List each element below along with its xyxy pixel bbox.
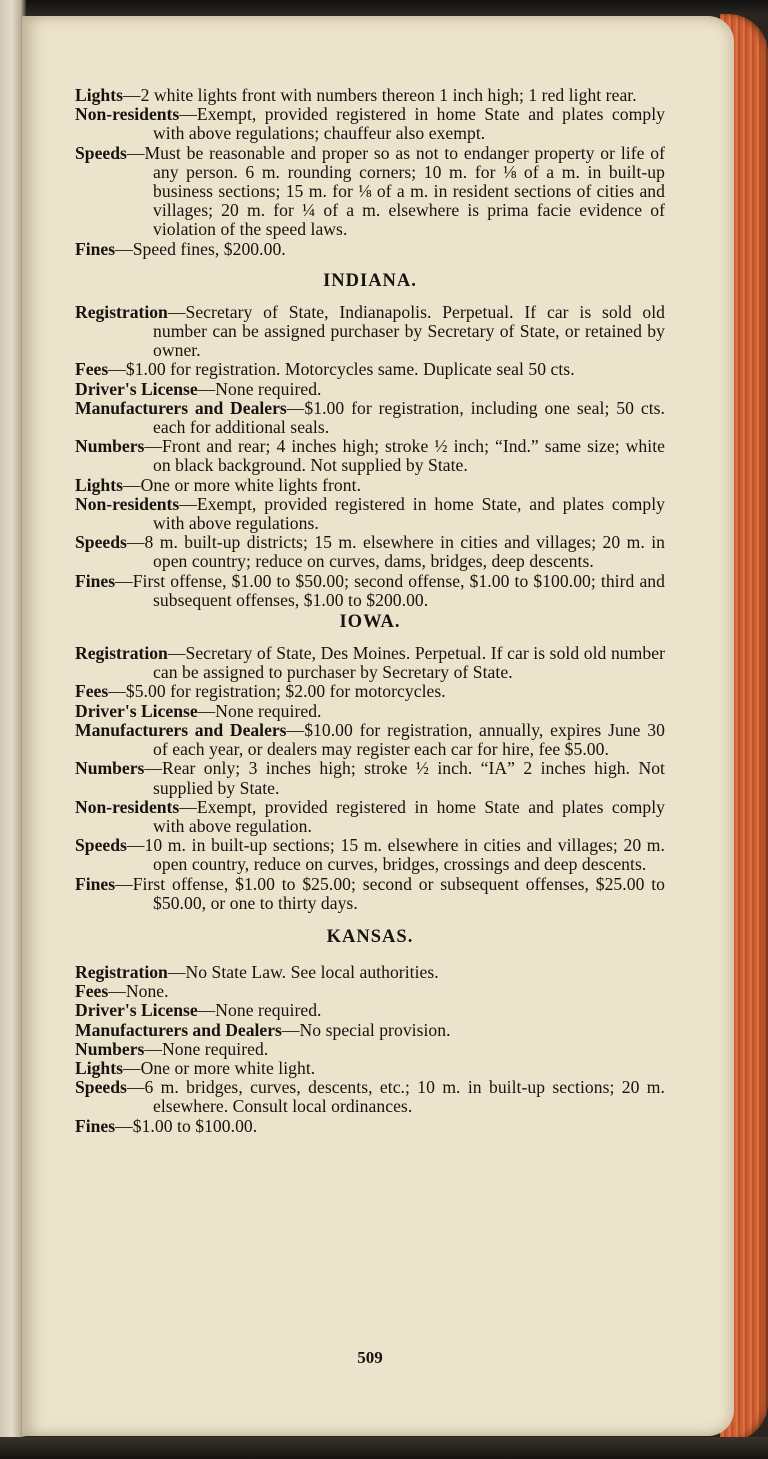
entry-lights <box>75 476 665 495</box>
entry-label: Numbers <box>75 1038 145 1059</box>
entry-label: Fees <box>75 981 109 1002</box>
entry-label: Numbers <box>75 436 145 457</box>
entry-text: —6 m. bridges, curves, descents, etc.; 10 m. in built-up sections; 20 m. elsewhere. Consult local ordinances. <box>126 1077 665 1117</box>
entry-fines <box>75 1117 665 1136</box>
entry-label: Fees <box>75 681 109 702</box>
section-iowa <box>75 612 665 913</box>
entry-label: Driver's License <box>75 378 198 399</box>
entry-text: —$10.00 for registration, annually, expires June 30 of each year, or dealers may register each car for hire, fee $5.00. <box>153 719 665 760</box>
state-heading: IOWA. <box>339 612 401 633</box>
entry-fees <box>75 682 665 701</box>
entry-non-residents <box>75 798 665 836</box>
entry-text: —Exempt, provided registered in home State, and plates comply with above regulations. <box>153 493 665 534</box>
entry-label: Fines <box>75 1115 116 1136</box>
entry-text: —Secretary of State, Indianapolis. Perpetual. If car is sold old number can be assigned purchaser by Secretary of State, or retained by owner. <box>153 301 665 361</box>
entry-label: Non-residents <box>75 493 180 514</box>
entry-numbers <box>75 1040 665 1059</box>
section-continued <box>75 86 665 259</box>
entry-text: —None. <box>108 981 169 1002</box>
entry-text: —8 m. built-up districts; 15 m. elsewhere in cities and villages; 20 m. in open country; reduce on curves, dams, bridges, deep descents. <box>126 532 665 572</box>
entry-label: Lights <box>75 474 123 495</box>
entry-text: —Speed fines, $200.00. <box>115 238 286 259</box>
entry-text: —Exempt, provided registered in home State and plates comply with above regulation. <box>153 796 665 836</box>
entry-manufacturers-dealers <box>75 1021 665 1040</box>
entry-label: Fines <box>75 570 116 591</box>
entry-label: Speeds <box>75 1077 127 1098</box>
entry-text: —Front and rear; 4 inches high; stroke ½ inch; “Ind.” same size; white on black background. Not supplied by State. <box>144 436 665 476</box>
entry-text: —Rear only; 3 inches high; stroke ½ inch. “IA” 2 inches high. Not supplied by State. <box>144 758 665 798</box>
entry-registration <box>75 963 665 982</box>
entry-speeds <box>75 1078 665 1116</box>
entry-text: —No State Law. See local authorities. <box>167 961 439 982</box>
entry-label: Registration <box>75 643 168 664</box>
entry-text: —First offense, $1.00 to $25.00; second or subsequent offenses, $25.00 to $50.00, or one to thirty days. <box>115 873 665 913</box>
entry-label: Speeds <box>75 142 127 163</box>
entry-fines <box>75 240 665 259</box>
entry-text: —10 m. in built-up sections; 15 m. elsewhere in cities and villages; 20 m. open country, reduce on curves, bridges, crossings and deep descents. <box>126 835 665 875</box>
entry-text: —None required. <box>197 1000 322 1021</box>
entry-text: —$1.00 for registration, including one seal; 50 cts. each for additional seals. <box>153 397 665 438</box>
entry-label: Numbers <box>75 758 145 779</box>
entry-registration <box>75 303 665 361</box>
entry-label: Fines <box>75 238 116 259</box>
entry-text: —Must be reasonable and proper so as not to endanger property or life of any person. 6 m. rounding corners; 10 m. for ⅛ of a m. in built-up business sections; 15 m. for ⅛ of a m. in resident sections of cities and villages; 20 m. for ¼ of a m. elsewhere is prima facie evidence of violation of the speed laws. <box>126 142 665 240</box>
entry-manufacturers-dealers <box>75 399 665 437</box>
entry-text: —None required. <box>197 700 322 721</box>
entry-text: —Exempt, provided registered in home State and plates comply with above regulations; chauffeur also exempt. <box>153 104 665 144</box>
state-heading: INDIANA. <box>323 270 417 291</box>
entry-text: —$1.00 for registration. Motorcycles same. Duplicate seal 50 cts. <box>108 359 575 380</box>
page-number: 509 <box>357 1348 383 1367</box>
entry-label: Fees <box>75 359 109 380</box>
entry-registration <box>75 644 665 682</box>
entry-label: Speeds <box>75 532 127 553</box>
entry-text: —One or more white light. <box>122 1057 316 1078</box>
entry-label: Fines <box>75 873 116 894</box>
entry-drivers-license <box>75 1001 665 1020</box>
entry-fees <box>75 360 665 379</box>
entry-fines <box>75 572 665 610</box>
entry-non-residents <box>75 105 665 143</box>
entry-text: —One or more white lights front. <box>122 474 362 495</box>
entry-fines <box>75 875 665 913</box>
entry-label: Manufacturers and Dealers <box>75 719 287 740</box>
entry-text: —$1.00 to $100.00. <box>115 1115 258 1136</box>
page-text <box>75 86 665 1136</box>
entry-label: Lights <box>75 1057 123 1078</box>
entry-label: Registration <box>75 961 168 982</box>
entry-label: Speeds <box>75 835 127 856</box>
entry-speeds <box>75 144 665 240</box>
entry-label: Manufacturers and Dealers <box>75 1019 282 1040</box>
entry-numbers <box>75 437 665 475</box>
entry-label: Non-residents <box>75 796 180 817</box>
entry-speeds <box>75 836 665 874</box>
entry-text: —Secretary of State, Des Moines. Perpetual. If car is sold old number can be assigned to purchaser by Secretary of State. <box>153 643 665 683</box>
entry-text: —None required. <box>197 378 322 399</box>
entry-text: —$5.00 for registration; $2.00 for motorcycles. <box>108 681 446 702</box>
entry-non-residents <box>75 495 665 533</box>
entry-label: Driver's License <box>75 1000 198 1021</box>
entry-text: —First offense, $1.00 to $50.00; second offense, $1.00 to $100.00; third and subsequent offenses, $1.00 to $200.00. <box>115 570 665 610</box>
entry-label: Driver's License <box>75 700 198 721</box>
entry-text: —No special provision. <box>281 1019 451 1040</box>
entry-drivers-license <box>75 380 665 399</box>
entry-text: —2 white lights front with numbers thereon 1 inch high; 1 red light rear. <box>122 85 637 105</box>
entry-numbers <box>75 759 665 797</box>
entry-label: Lights <box>75 85 123 105</box>
state-heading: KANSAS. <box>326 926 414 947</box>
entry-fees <box>75 982 665 1001</box>
entry-label: Non-residents <box>75 104 180 125</box>
entry-lights <box>75 86 665 105</box>
entry-speeds <box>75 533 665 571</box>
entry-label: Registration <box>75 301 168 322</box>
entry-label: Manufacturers and Dealers <box>75 397 287 418</box>
entry-drivers-license <box>75 702 665 721</box>
section-indiana <box>75 271 665 610</box>
book-bottom-edge <box>0 1437 768 1459</box>
entry-manufacturers-dealers <box>75 721 665 759</box>
entry-text: —None required. <box>144 1038 269 1059</box>
book-top-edge <box>0 0 768 16</box>
section-kansas <box>75 927 665 1136</box>
entry-lights <box>75 1059 665 1078</box>
